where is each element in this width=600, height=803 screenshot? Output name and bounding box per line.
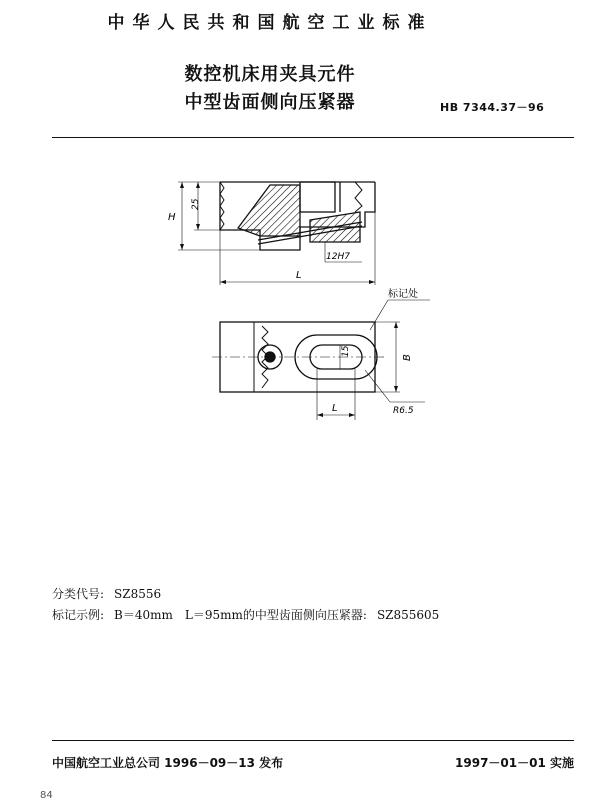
document-title-line1: 数控机床用夹具元件 (184, 64, 356, 85)
dim-25-label: 25 (191, 198, 201, 210)
header-divider (52, 137, 574, 138)
dim-H-label: H (168, 212, 176, 223)
marking-example-spec: B＝40mm L＝95mm (114, 608, 243, 622)
mark-position-label: 标记处 (388, 289, 418, 300)
radius-label: R6.5 (393, 406, 414, 416)
class-code-label: 分类代号: (52, 587, 105, 601)
dim-L-top-label: L (296, 270, 302, 281)
marking-example-row (52, 606, 439, 623)
class-code-value: SZ8556 (114, 587, 162, 601)
header-title: 中华人民共和国航空工业标准 (107, 13, 433, 33)
issue-info: 中国航空工业总公司 1996－09－13 发布 (52, 756, 284, 770)
dim-L-bottom-label: L (332, 403, 338, 414)
marking-example-label: 标记示例: (52, 608, 105, 622)
standard-number: HB 7344.37－96 (440, 101, 545, 114)
page-number: 84 (40, 790, 53, 801)
effective-date: 1997－01－01 实施 (455, 756, 574, 770)
dim-B-label: B (402, 354, 413, 361)
marking-example-desc: 的中型齿面侧向压紧器: (242, 608, 367, 622)
class-code-row (52, 585, 161, 602)
dim-d15-label: 15 (341, 345, 351, 357)
technical-drawing (150, 170, 450, 440)
marking-example-code: SZ855605 (376, 608, 440, 622)
top-view (212, 300, 430, 420)
front-view (178, 182, 375, 285)
fit-label: 12H7 (326, 252, 350, 262)
document-title-line2: 中型齿面侧向压紧器 (184, 92, 356, 113)
footer-divider (52, 740, 574, 741)
